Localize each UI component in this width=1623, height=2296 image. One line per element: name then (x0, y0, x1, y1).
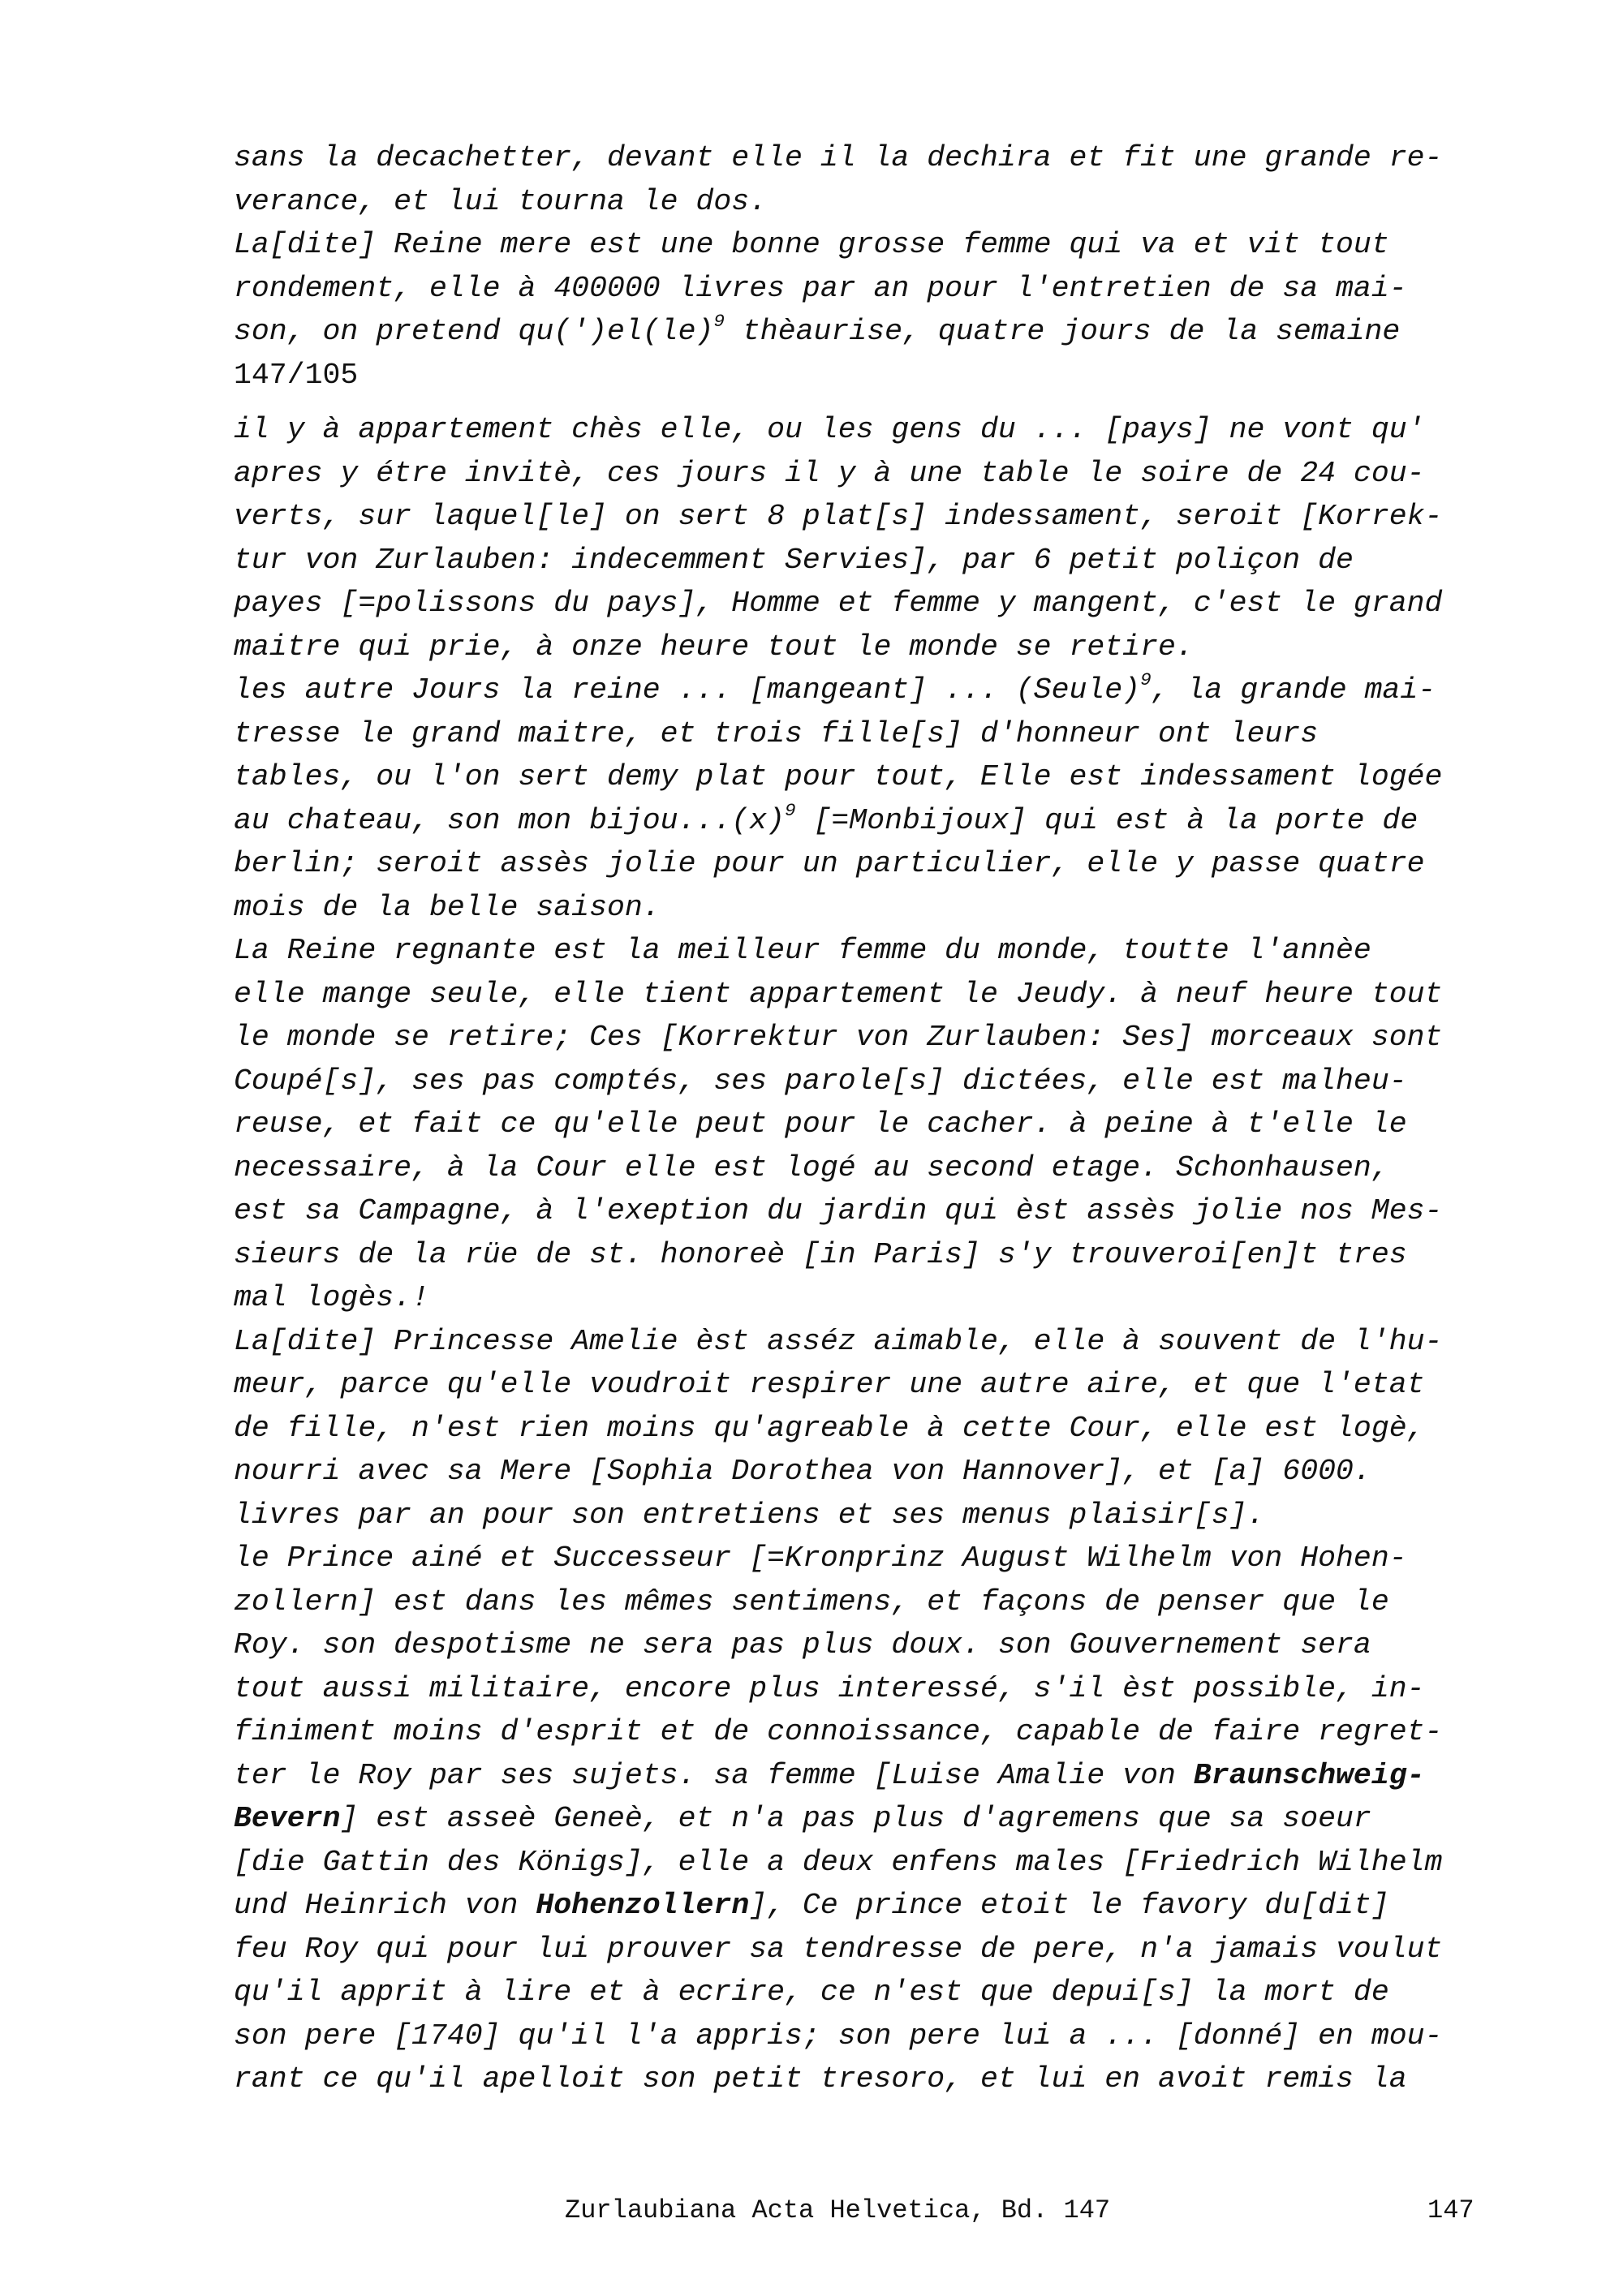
line-segment: est sa Campagne, à l'exeption du jardin qui èst assès jolie nos Mes- (234, 1194, 1443, 1228)
line-segment: qu'il apprit à lire et à ecrire, ce n'est que depui[s] la mort de (234, 1976, 1389, 2009)
line-segment: thèaurise, quatre jours de la semaine (724, 315, 1401, 348)
text-line (234, 2057, 1483, 2101)
line-segment: sans la decachetter, devant elle il la dechira et fit une grande re- (234, 141, 1443, 174)
paragraph-gap (234, 397, 1483, 408)
text-line (234, 1407, 1483, 1451)
text-line (234, 1537, 1483, 1580)
text-line (234, 180, 1483, 224)
line-segment: und Heinrich von (234, 1889, 536, 1922)
line-segment: nourri avec sa Mere [Sophia Dorothea von Hannover], et [a] 6000. (234, 1455, 1371, 1488)
line-segment: ] est asseè Geneè, et n'a pas plus d'agremens que sa soeur (340, 1802, 1371, 1835)
text-line (234, 755, 1483, 799)
line-segment: sieurs de la rüe de st. honoreè [in Paris] s'y trouveroi[en]t tres (234, 1237, 1407, 1271)
line-segment: zollern] est dans les mêmes sentimens, et façons de penser que le (234, 1584, 1389, 1619)
footnote-marker: 9 (713, 311, 725, 333)
text-line (234, 1320, 1483, 1364)
text-line (234, 310, 1483, 354)
text-line (234, 626, 1483, 669)
footer-title: Zurlaubiana Acta Helvetica, Bd. 147 (565, 2195, 1111, 2225)
line-segment: le monde se retire; Ces [Korrektur von Zurlauben: Ses] morceaux sont (234, 1021, 1443, 1054)
text-line (234, 1580, 1483, 1624)
bold-name: Bevern (234, 1802, 341, 1835)
line-segment: feu Roy qui pour lui prouver sa tendresse de pere, n'a jamais voulut (234, 1932, 1443, 1966)
text-line (234, 539, 1483, 583)
line-segment: maitre qui prie, à onze heure tout le monde se retire. (234, 630, 1194, 664)
footnote-marker: 9 (1140, 669, 1152, 691)
text-line (234, 1797, 1483, 1841)
text-line (234, 1841, 1483, 1885)
footer-page-number: 147 (1427, 2195, 1474, 2225)
text-line (234, 1928, 1483, 1971)
text-line (234, 1754, 1483, 1798)
text-line (234, 929, 1483, 973)
line-segment: Roy. son despotisme ne sera pas plus doux. son Gouvernement sera (234, 1628, 1371, 1662)
line-segment: son pere [1740] qu'il l'a appris; son pere lui a ... [donné] en mou- (234, 2019, 1443, 2053)
text-line (234, 1016, 1483, 1060)
text-line (234, 1189, 1483, 1233)
line-segment: payes [=polissons du pays], Homme et femme y mangent, c'est le grand (234, 587, 1443, 620)
text-line (234, 267, 1483, 311)
text-line (234, 582, 1483, 626)
text-line (234, 886, 1483, 930)
text-line (234, 1363, 1483, 1407)
text-line (234, 1233, 1483, 1277)
line-segment: , la grande mai- (1151, 673, 1436, 707)
text-line (234, 2014, 1483, 2058)
line-segment: ], Ce prince etoit le favory du[dit] (749, 1889, 1389, 1922)
line-segment: La[dite] Princesse Amelie èst asséz aimable, elle à souvent de l'hu- (234, 1324, 1443, 1358)
text-line (234, 973, 1483, 1017)
line-segment: La[dite] Reine mere est une bonne grosse femme qui va et vit tout (234, 228, 1389, 261)
line-segment: son, on pretend qu(')el(le) (234, 315, 714, 348)
text-line (234, 1710, 1483, 1754)
line-segment: berlin; seroit assès jolie pour un particulier, elle y passe quatre (234, 847, 1425, 880)
footnote-marker: 9 (785, 799, 796, 821)
line-segment: meur, parce qu'elle voudroit respirer une autre aire, et que l'etat (234, 1368, 1425, 1401)
line-segment: verance, et lui tourna le dos. (234, 184, 768, 218)
line-segment: rant ce qu'il apelloit son petit tresoro, et lui en avoit remis la (234, 2062, 1407, 2096)
line-segment: de fille, n'est rien moins qu'agreable à cette Cour, elle est logè, (234, 1411, 1425, 1445)
line-segment: mal logès.! (234, 1281, 429, 1314)
bold-name: Braunschweig- (1193, 1758, 1425, 1792)
text-line (234, 712, 1483, 756)
text-line (234, 1494, 1483, 1537)
line-segment: finiment moins d'esprit et de connoissance, capable de faire regret- (234, 1715, 1443, 1748)
line-segment: [=Monbijoux] qui est à la porte de (795, 803, 1419, 837)
line-segment: apres y étre invitè, ces jours il y à une table le soire de 24 cou- (234, 456, 1425, 490)
text-line (234, 1667, 1483, 1711)
line-segment: elle mange seule, elle tient appartement le Jeudy. à neuf heure tout (234, 977, 1443, 1011)
page-marker: 147/105 (234, 358, 359, 392)
text-line (234, 495, 1483, 539)
line-segment: tout aussi militaire, encore plus interessé, s'il èst possible, in- (234, 1671, 1425, 1705)
text-line (234, 452, 1483, 496)
text-line (234, 1971, 1483, 2014)
body-text (234, 136, 1483, 2101)
line-segment: livres par an pour son entretiens et ses menus plaisir[s]. (234, 1498, 1265, 1532)
line-segment: Coupé[s], ses pas comptés, ses parole[s] dictées, elle est malheu- (234, 1064, 1407, 1098)
line-segment: au chateau, son mon bijou...(x) (234, 803, 786, 837)
line-segment: verts, sur laquel[le] on sert 8 plat[s] indessament, seroit [Korrek- (234, 500, 1443, 533)
text-line (234, 1623, 1483, 1667)
text-line (234, 669, 1483, 712)
text-line (234, 1103, 1483, 1146)
line-segment: ter le Roy par ses sujets. sa femme [Luise Amalie von (234, 1758, 1194, 1792)
text-line (234, 842, 1483, 886)
text-line (234, 1276, 1483, 1320)
text-line (234, 799, 1483, 843)
line-segment: rondement, elle à 400000 livres par an pour l'entretien de sa mai- (234, 271, 1407, 305)
text-line (234, 136, 1483, 180)
text-line (234, 1060, 1483, 1103)
text-line (234, 223, 1483, 267)
line-segment: le Prince ainé et Successeur [=Kronprinz August Wilhelm von Hohen- (234, 1541, 1407, 1575)
line-segment: tur von Zurlauben: indecemment Servies], par 6 petit poliçon de (234, 543, 1354, 577)
line-segment: tables, ou l'on sert demy plat pour tout, Elle est indessament logée (234, 760, 1443, 793)
text-line (234, 1146, 1483, 1190)
bold-name: Hohenzollern (536, 1889, 750, 1922)
text-line (234, 408, 1483, 452)
line-segment: mois de la belle saison. (234, 890, 661, 924)
line-segment: necessaire, à la Cour elle est logé au second etage. Schonhausen, (234, 1150, 1389, 1185)
line-segment: La Reine regnante est la meilleur femme du monde, toutte l'annèe (234, 934, 1371, 967)
line-segment: les autre Jours la reine ... [mangeant] ... (Seule) (234, 673, 1141, 707)
line-segment: tresse le grand maitre, et trois fille[s] d'honneur ont leurs (234, 716, 1319, 750)
text-line (234, 1884, 1483, 1928)
line-segment: il y à appartement chès elle, ou les gens du ... [pays] ne vont qu' (234, 413, 1425, 446)
line-segment: [die Gattin des Königs], elle a deux enfens males [Friedrich Wilhelm (234, 1845, 1443, 1879)
text-line (234, 1450, 1483, 1494)
line-segment: reuse, et fait ce qu'elle peut pour le cacher. à peine à t'elle le (234, 1107, 1407, 1141)
